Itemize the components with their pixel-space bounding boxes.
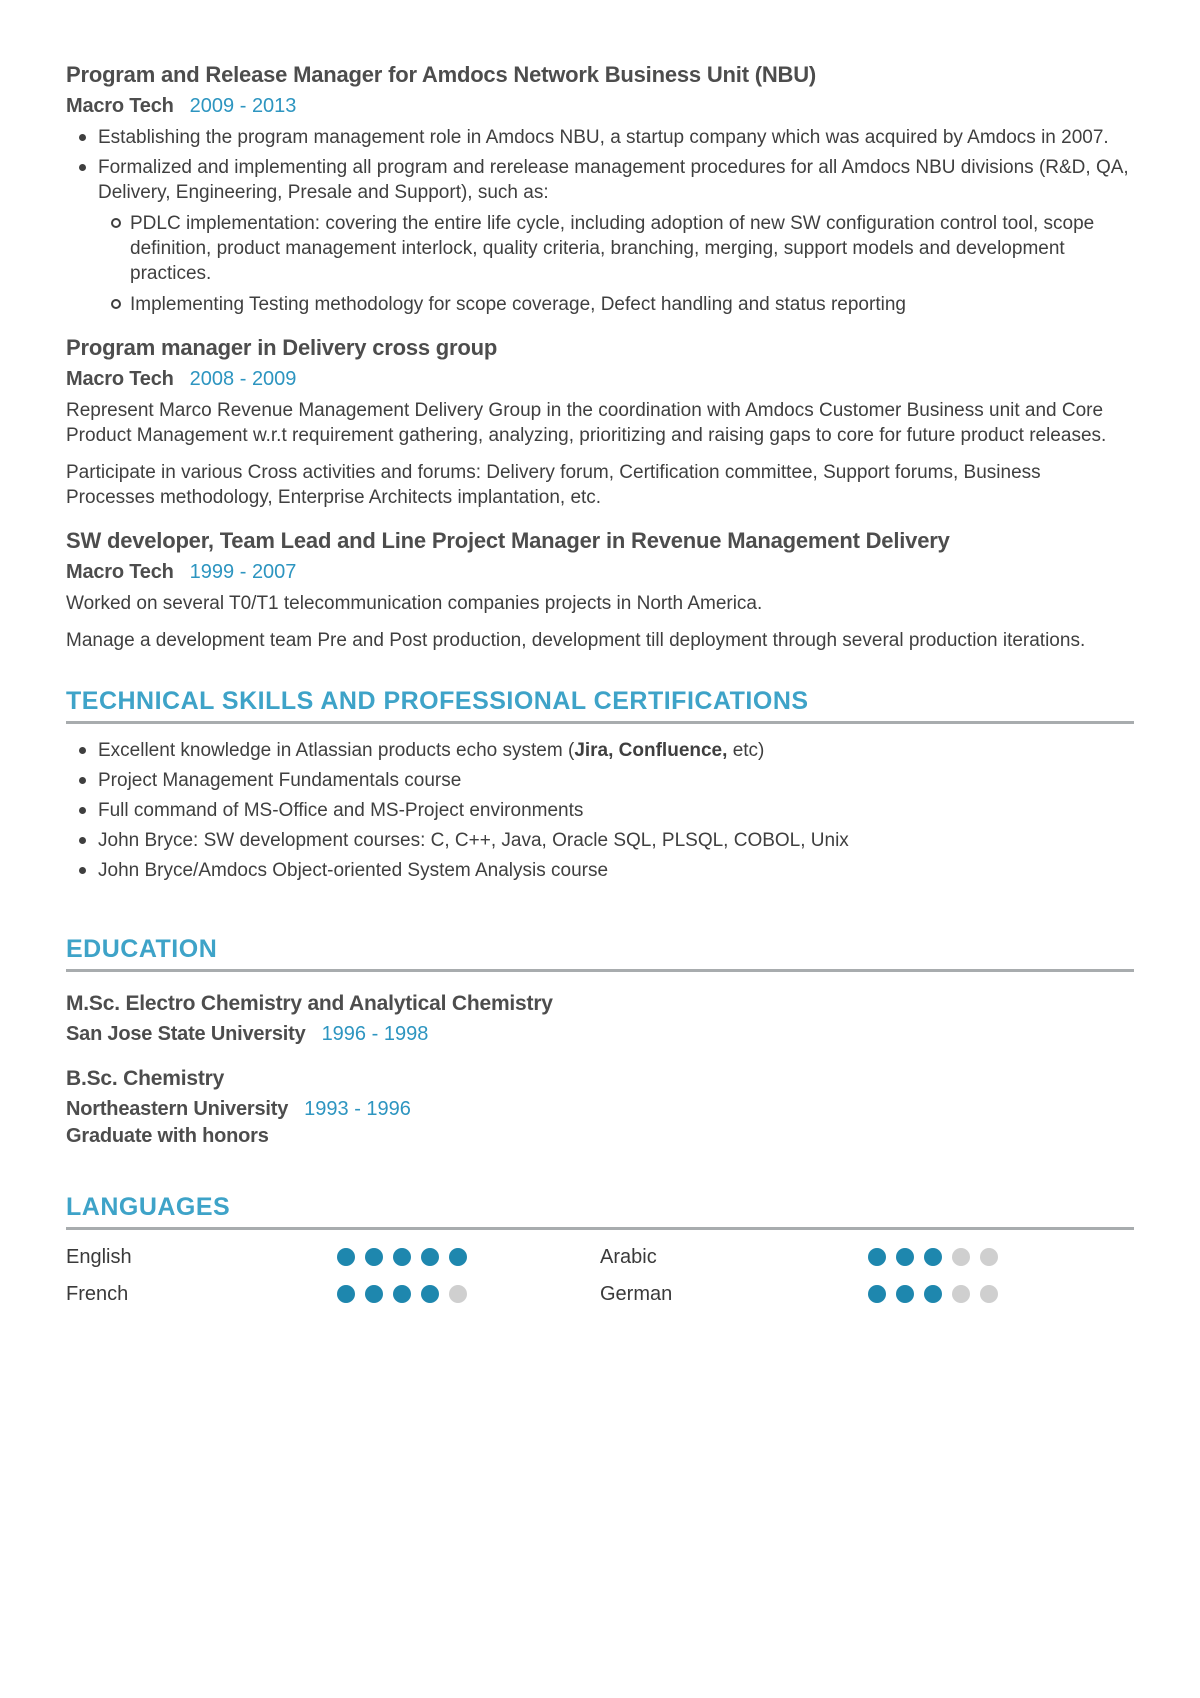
rating-dot-filled xyxy=(393,1248,411,1266)
text-run: Excellent knowledge in Atlassian products echo system ( xyxy=(98,740,575,761)
section-technical-skills xyxy=(66,687,1134,883)
job-title: Program manager in Delivery cross group xyxy=(66,335,498,360)
job-entry xyxy=(66,335,1134,510)
bullet-item xyxy=(66,125,1134,150)
company-name: Macro Tech xyxy=(66,368,174,390)
education-entries xyxy=(66,992,1134,1147)
section-rule xyxy=(66,1227,1134,1230)
language-name: German xyxy=(600,1283,673,1305)
section-title: TECHNICAL SKILLS AND PROFESSIONAL CERTIFICATIONS xyxy=(66,687,809,715)
language-rating xyxy=(337,1248,600,1266)
job-meta xyxy=(66,368,1134,390)
school-line xyxy=(66,1098,1134,1120)
section-rule xyxy=(66,969,1134,972)
rating-dot-filled xyxy=(365,1248,383,1266)
school-name: San Jose State University xyxy=(66,1023,306,1045)
rating-dot-filled xyxy=(393,1285,411,1303)
rating-dot-filled xyxy=(924,1285,942,1303)
degree-title: M.Sc. Electro Chemistry and Analytical Chemistry xyxy=(66,992,553,1015)
skill-item: Full command of MS-Office and MS-Project environments xyxy=(66,798,1134,823)
rating-dot-filled xyxy=(421,1285,439,1303)
job-entry xyxy=(66,62,1134,317)
bullet-text: Establishing the program management role in Amdocs NBU, a startup company which was acquired by Amdocs in 2007. xyxy=(98,127,1109,148)
paragraph: Worked on several T0/T1 telecommunication companies projects in North America. xyxy=(66,593,763,614)
skill-item: John Bryce/Amdocs Object-oriented System Analysis course xyxy=(66,858,1134,883)
sub-bullet-item: Implementing Testing methodology for scope coverage, Defect handling and status reporting xyxy=(98,292,1134,317)
date-range: 2008 - 2009 xyxy=(189,368,297,390)
sub-bullet-item: PDLC implementation: covering the entire life cycle, including adoption of new SW configuration control tool, scope definition, product management interlock, quality criteria, branching, merging, support models and development practices. xyxy=(98,211,1134,286)
job-meta xyxy=(66,561,1134,583)
school-name: Northeastern University xyxy=(66,1098,289,1120)
rating-dot-filled xyxy=(365,1285,383,1303)
rating-dot-filled xyxy=(868,1248,886,1266)
language-rating xyxy=(337,1285,600,1303)
rating-dot-filled xyxy=(421,1248,439,1266)
company-name: Macro Tech xyxy=(66,561,174,583)
language-rating xyxy=(868,1248,1134,1266)
education-note: Graduate with honors xyxy=(66,1125,269,1147)
section-languages xyxy=(66,1193,1134,1305)
date-range: 1999 - 2007 xyxy=(189,561,297,583)
skill-item xyxy=(66,738,1134,763)
paragraph: Represent Marco Revenue Management Delivery Group in the coordination with Amdocs Customer Business unit and Core Product Management w.r.t requirement gathering, analyzing, prioritizing and raising gaps to core for future product releases. xyxy=(66,400,1107,446)
rating-dot-filled xyxy=(868,1285,886,1303)
job-bullet-list xyxy=(66,125,1134,317)
rating-dot-empty xyxy=(980,1285,998,1303)
bullet-text: Formalized and implementing all program and rerelease management procedures for all Amdocs NBU divisions (R&D, QA, Delivery, Engineering, Presale and Support), such as: xyxy=(98,157,1129,203)
section-title: LANGUAGES xyxy=(66,1193,231,1221)
date-range: 2009 - 2013 xyxy=(189,95,297,117)
rating-dot-empty xyxy=(952,1248,970,1266)
sub-bullet-list xyxy=(98,211,1134,317)
rating-dot-filled xyxy=(924,1248,942,1266)
skill-item: John Bryce: SW development courses: C, C++, Java, Oracle SQL, PLSQL, COBOL, Unix xyxy=(66,828,1134,853)
job-meta xyxy=(66,95,1134,117)
rating-dot-filled xyxy=(449,1248,467,1266)
job-title: Program and Release Manager for Amdocs Network Business Unit (NBU) xyxy=(66,62,817,87)
language-name: English xyxy=(66,1246,132,1268)
languages-grid xyxy=(66,1246,1134,1305)
job-entry xyxy=(66,528,1134,653)
rating-dot-filled xyxy=(337,1285,355,1303)
rating-dot-filled xyxy=(896,1285,914,1303)
language-name: Arabic xyxy=(600,1246,657,1268)
date-range: 1993 - 1996 xyxy=(304,1098,411,1120)
section-rule xyxy=(66,721,1134,724)
rating-dot-empty xyxy=(449,1285,467,1303)
skills-list xyxy=(66,738,1134,883)
school-line xyxy=(66,1023,1134,1045)
section-title: EDUCATION xyxy=(66,935,218,963)
language-name: French xyxy=(66,1283,129,1305)
language-rating xyxy=(868,1285,1134,1303)
rating-dot-empty xyxy=(980,1248,998,1266)
rating-dot-empty xyxy=(952,1285,970,1303)
skill-item: Project Management Fundamentals course xyxy=(66,768,1134,793)
section-education xyxy=(66,935,1134,1147)
paragraph: Manage a development team Pre and Post production, development till deployment through several production iterations. xyxy=(66,630,1086,651)
rating-dot-filled xyxy=(337,1248,355,1266)
date-range: 1996 - 1998 xyxy=(321,1023,429,1045)
rating-dot-filled xyxy=(896,1248,914,1266)
education-entry xyxy=(66,992,1134,1045)
degree-title: B.Sc. Chemistry xyxy=(66,1067,225,1090)
education-entry xyxy=(66,1067,1134,1147)
company-name: Macro Tech xyxy=(66,95,174,117)
bullet-item xyxy=(66,155,1134,317)
job-title: SW developer, Team Lead and Line Project Manager in Revenue Management Delivery xyxy=(66,528,950,553)
bold-text-run: Jira, Confluence, xyxy=(574,740,728,761)
experience-jobs xyxy=(66,62,1134,653)
text-run: etc) xyxy=(727,740,765,761)
paragraph: Participate in various Cross activities and forums: Delivery forum, Certification committee, Support forums, Business Processes methodology, Enterprise Architects implantation, etc. xyxy=(66,462,1041,508)
